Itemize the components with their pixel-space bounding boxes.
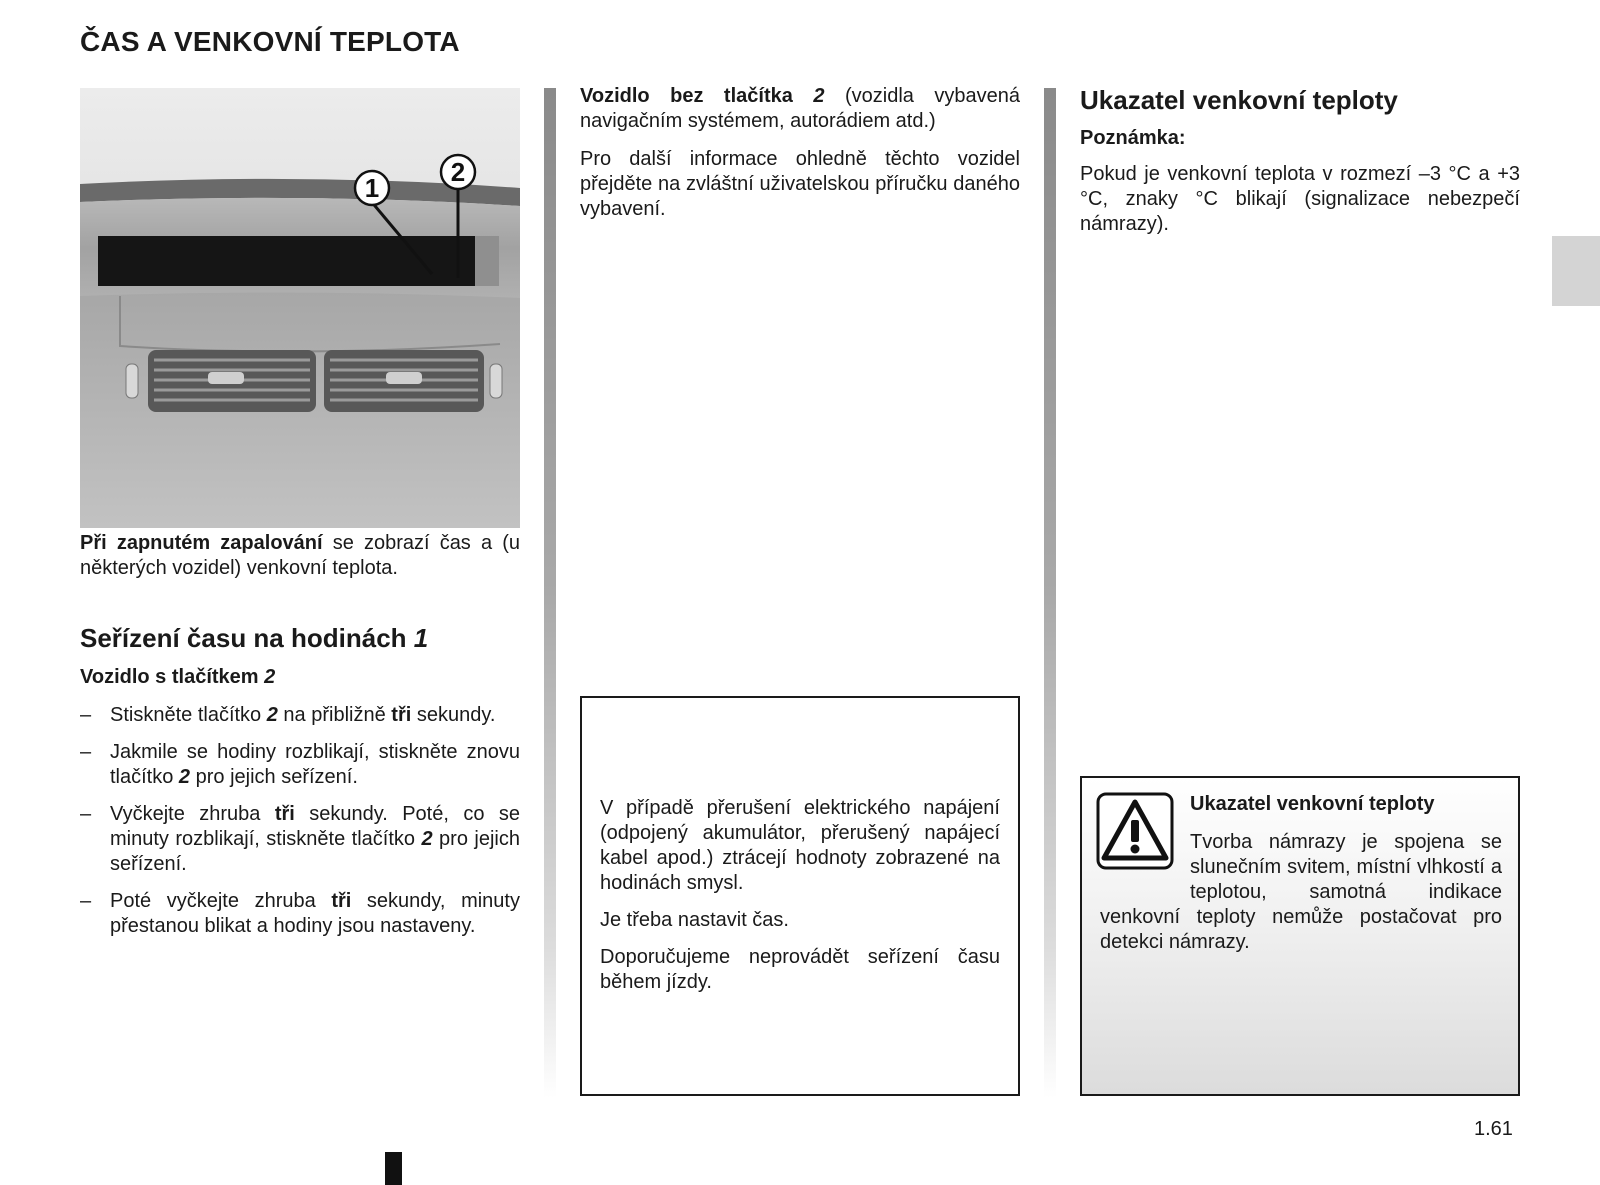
- step-text: sekundy, minuty přestanou blikat a hodiny jsou nastaveny.: [110, 890, 520, 937]
- callout-1: 1: [364, 173, 380, 203]
- warning-box: [1080, 776, 1520, 1096]
- list-item: [80, 703, 520, 728]
- subhead-num: 2: [264, 666, 276, 688]
- steps-list: [80, 703, 520, 951]
- step-text: pro jejich seřízení.: [110, 828, 520, 875]
- step-text: na přibližně: [277, 704, 392, 726]
- column-separator: [1044, 88, 1056, 1098]
- callout-2: 2: [450, 157, 466, 187]
- dash-bullet: –: [80, 803, 92, 825]
- step-text: Vyčkejte zhruba: [110, 803, 275, 825]
- info-paragraph: Pro další informace ohledně těchto vozidel přejděte na zvláštní uživatelskou příručku daného vybavení.: [580, 148, 1020, 220]
- step-text: Poté vyčkejte zhruba: [110, 890, 332, 912]
- warning-text: Tvorba námrazy je spojena se slunečním svitem, místní vlhkostí a teplotou, samotná indikace venkovní teploty nemůže postačovat pro detekci námrazy.: [1100, 831, 1502, 953]
- note-text: Pokud je venkovní teplota v rozmezí –3 °C a +3 °C, znaky °C blikají (signalizace nebezpečí námrazy).: [1080, 163, 1520, 235]
- intro-paragraph: [80, 531, 520, 581]
- chapter-tab: [1552, 236, 1600, 306]
- dash-bullet: –: [80, 890, 92, 912]
- section-title-num: 1: [413, 623, 429, 653]
- notice-p1: V případě přerušení elektrického napájení (odpojený akumulátor, přerušený napájecí kabel apod.) ztrácejí hodnoty zobrazené na hodinách smysl.: [600, 797, 1000, 894]
- step-text: sekundy. Poté, co se minuty rozblikají, stiskněte tlačítko: [110, 803, 520, 850]
- dash-bullet: –: [80, 741, 92, 763]
- no-button-bold: Vozidlo bez tlačítka: [580, 85, 814, 107]
- notice-p2: Je třeba nastavit čas.: [600, 909, 789, 931]
- list-item: [80, 740, 520, 790]
- notice-p3: Doporučujeme neprovádět seřízení času během jízdy.: [600, 946, 1000, 993]
- warning-text-block: [1100, 830, 1502, 955]
- outside-temp-title: Ukazatel venkovní teploty: [1080, 85, 1398, 115]
- step-emph: 2: [266, 704, 278, 726]
- warning-title: Ukazatel venkovní teploty: [1190, 793, 1435, 815]
- step-text: Jakmile se hodiny rozblikají, stiskněte znovu tlačítko: [110, 741, 520, 788]
- section-title-text: Seřízení času na hodinách: [80, 623, 414, 653]
- no-button-num: 2: [813, 85, 825, 107]
- section-title: [80, 623, 428, 654]
- subhead-text: Vozidlo s tlačítkem: [80, 666, 265, 688]
- dashboard-illustration: [80, 88, 520, 528]
- step-text: pro jejich seřízení.: [190, 766, 358, 788]
- column-separator: [544, 88, 556, 1098]
- step-emph: tři: [331, 890, 352, 912]
- step-text: sekundy.: [411, 704, 496, 726]
- page-number: 1.61: [1474, 1118, 1513, 1140]
- step-text: Stiskněte tlačítko: [110, 704, 267, 726]
- step-emph: tři: [274, 803, 295, 825]
- subhead-with-button: [80, 666, 275, 689]
- step-emph: tři: [391, 704, 412, 726]
- list-item: [80, 889, 520, 939]
- note-label: Poznámka:: [1080, 127, 1186, 149]
- dash-bullet: –: [80, 704, 92, 726]
- intro-rest: se zobrazí čas a (u některých vozidel) venkovní teplota.: [80, 532, 520, 579]
- list-item: [80, 802, 520, 877]
- page-title: ČAS A VENKOVNÍ TEPLOTA: [80, 26, 460, 57]
- notice-text: [600, 796, 1000, 1007]
- edge-marker: [385, 1152, 402, 1185]
- icon-spacer: [1100, 830, 1190, 905]
- step-emph: 2: [421, 828, 433, 850]
- step-emph: 2: [178, 766, 191, 788]
- notice-box: [580, 696, 1020, 1096]
- intro-bold: Při zapnutém zapalování: [80, 532, 323, 554]
- no-button-paragraph: [580, 84, 1020, 134]
- dashboard-photo: [80, 88, 520, 528]
- no-button-rest: (vozidla vybavená navigačním systémem, autorádiem atd.): [580, 85, 1020, 132]
